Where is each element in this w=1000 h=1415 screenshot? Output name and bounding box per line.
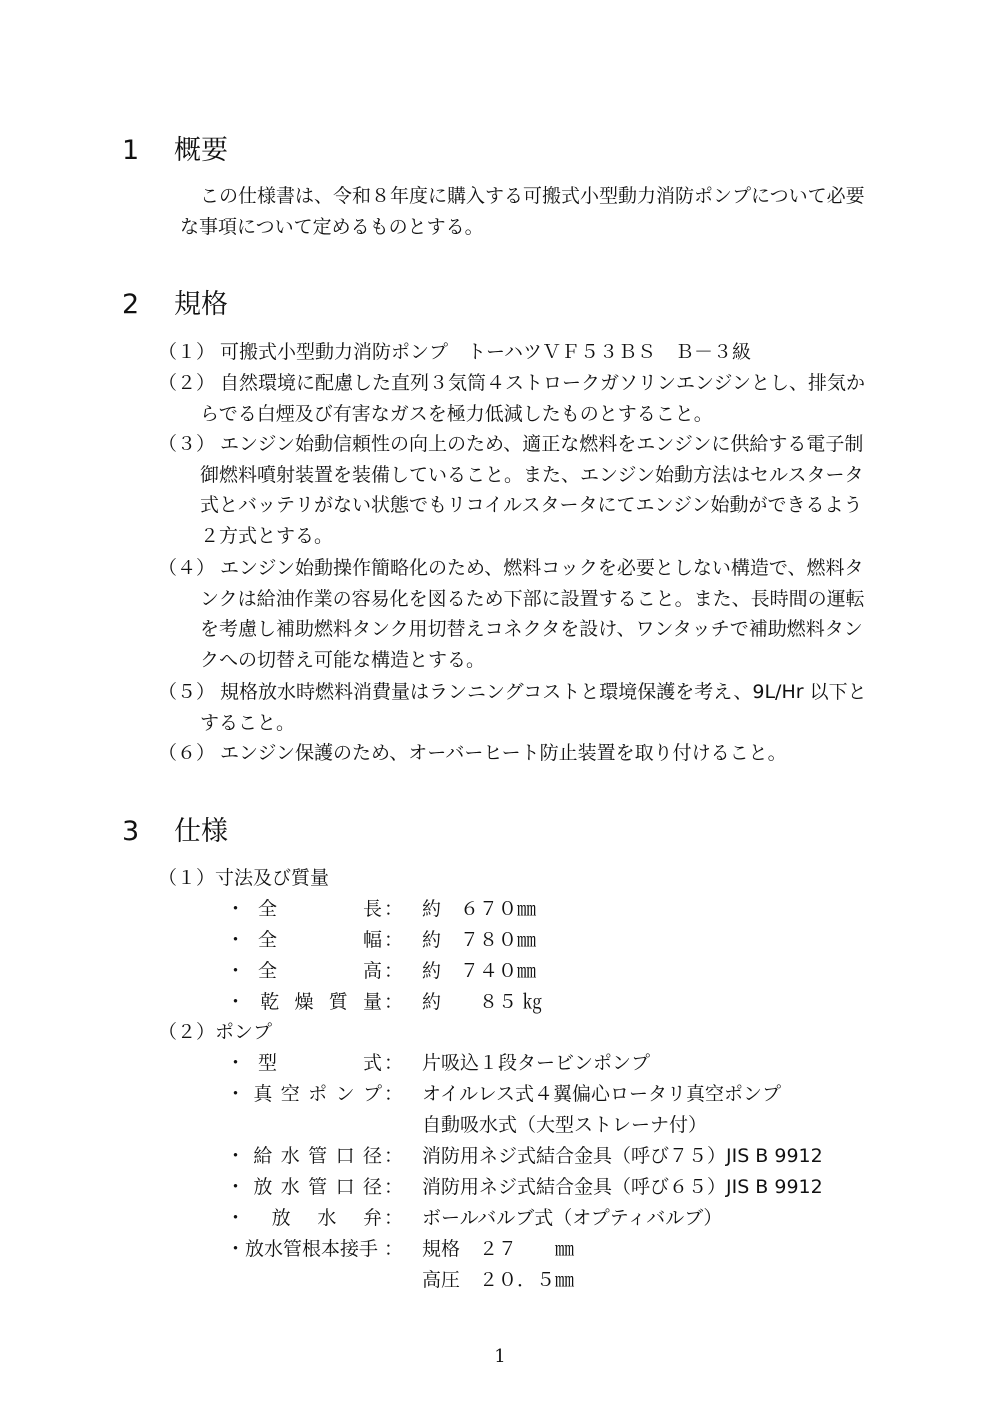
spec-value: 片吸込１段タービンポンプ <box>422 1052 651 1074</box>
label-char: 長 <box>362 898 382 920</box>
spec-value-continuation: 高圧 ２０．５㎜ <box>422 1269 575 1291</box>
item-text: エンジン始動信頼性の向上のため、適正な燃料をエンジンに供給する電子制御燃料噴射装置を装備していること。また、エンジン始動方法はセルスタータ式とバッテリがない状態でもリコイルスタータにてエンジン始動ができるよう２方式とする。 <box>200 433 864 547</box>
label-char: 乾 <box>260 991 280 1013</box>
section-heading-standard <box>122 288 228 322</box>
spec-value: 消防用ネジ式結合金具（呼び６５）JIS B 9912 <box>422 1176 823 1198</box>
standard-item-2 <box>158 368 880 429</box>
label-char: 給 <box>253 1145 273 1167</box>
label-char: 真 <box>253 1083 273 1105</box>
label-char: 幅 <box>362 929 382 951</box>
subsection-title-dimensions: （１）寸法及び質量 <box>158 867 330 889</box>
bullet: ・ <box>226 1052 246 1074</box>
section-number: 3 <box>122 816 140 847</box>
colon: ： <box>384 1176 404 1198</box>
bullet: ・ <box>226 991 246 1013</box>
bullet: ・ <box>226 1207 246 1229</box>
standard-item-5 <box>158 677 880 738</box>
colon: ： <box>384 1145 404 1167</box>
item-mark: （２） <box>158 372 216 394</box>
bullet: ・ <box>226 1238 246 1260</box>
label-char: 放 <box>271 1207 291 1229</box>
spec-value: ボールバルブ式（オプティバルブ） <box>422 1207 723 1229</box>
colon: ： <box>384 898 404 920</box>
overview-paragraph: この仕様書は、令和８年度に購入する可搬式小型動力消防ポンプについて必要な事項について定めるものとする。 <box>180 185 865 238</box>
colon: ： <box>384 1207 404 1229</box>
label-char: 管 <box>308 1145 328 1167</box>
colon: ： <box>384 929 404 951</box>
colon: ： <box>384 991 404 1013</box>
colon: ： <box>384 1052 404 1074</box>
item-mark: （５） <box>158 681 216 703</box>
label-char: ン <box>335 1083 355 1105</box>
spec-value: 規格 ２７ ㎜ <box>422 1238 575 1260</box>
colon: ： <box>384 1083 404 1105</box>
label-char: 放 <box>253 1176 273 1198</box>
item-text: エンジン始動操作簡略化のため、燃料コックを必要としない構造で、燃料タンクは給油作業の容易化を図るため下部に設置すること。また、長時間の運転を考慮し補助燃料タンク用切替えコネクタを設け、ワンタッチで補助燃料タンクへの切替え可能な構造とする。 <box>200 557 865 671</box>
spec-value: 約 ８５ ㎏ <box>422 991 543 1013</box>
item-mark: （４） <box>158 557 216 579</box>
section-number: 2 <box>122 289 140 320</box>
label-char: 型 <box>258 1052 278 1074</box>
standard-item-6 <box>158 738 880 769</box>
label-char: 高 <box>362 960 382 982</box>
label-char: 管 <box>308 1176 328 1198</box>
spec-value-continuation: 自動吸水式（大型ストレーナ付） <box>422 1114 708 1136</box>
label-char: 径 <box>362 1176 382 1198</box>
label-char: 水 <box>317 1207 337 1229</box>
label-char: 水 <box>280 1145 300 1167</box>
label-char: 全 <box>258 898 278 920</box>
label-char: ポ <box>308 1083 328 1105</box>
subsection-title-pump: （２）ポンプ <box>158 1021 273 1043</box>
label-char: 量 <box>362 991 382 1013</box>
item-text: エンジン保護のため、オーバーヒート防止装置を取り付けること。 <box>220 742 787 764</box>
standard-item-1 <box>158 337 880 368</box>
label-char: 口 <box>335 1145 355 1167</box>
spec-value: 約 ７８０㎜ <box>422 929 537 951</box>
section-heading-spec <box>122 815 228 849</box>
label-char: 燥 <box>294 991 314 1013</box>
item-mark: （３） <box>158 433 216 455</box>
label-char: 全 <box>258 960 278 982</box>
item-text: 規格放水時燃料消費量はランニングコストと環境保護を考え、9L/Hr 以下とすること。 <box>200 681 867 734</box>
item-text: 可搬式小型動力消防ポンプ トーハツＶＦ５３ＢＳ Ｂ－３級 <box>220 341 752 363</box>
label-char: 弁 <box>362 1207 382 1229</box>
spec-value: 消防用ネジ式結合金具（呼び７５）JIS B 9912 <box>422 1145 823 1167</box>
label-char: 全 <box>258 929 278 951</box>
bullet: ・ <box>226 929 246 951</box>
colon: ： <box>384 1238 404 1260</box>
label-char: 放水管根本接手 <box>245 1238 379 1260</box>
page-number: 1 <box>494 1346 506 1367</box>
label-char: 質 <box>328 991 348 1013</box>
label-char: プ <box>362 1083 382 1105</box>
label-char: 式 <box>362 1052 382 1074</box>
label-char: 水 <box>280 1176 300 1198</box>
spec-value: 約 ６７０㎜ <box>422 898 537 920</box>
bullet: ・ <box>226 960 246 982</box>
bullet: ・ <box>226 1145 246 1167</box>
section-title: 規格 <box>174 289 228 320</box>
bullet: ・ <box>226 1176 246 1198</box>
standard-item-4 <box>158 553 880 675</box>
bullet: ・ <box>226 898 246 920</box>
label-char: 空 <box>280 1083 300 1105</box>
item-mark: （６） <box>158 742 216 764</box>
label-char: 口 <box>335 1176 355 1198</box>
section-title: 概要 <box>174 135 228 166</box>
label-char: 径 <box>362 1145 382 1167</box>
section-heading-overview <box>122 134 228 168</box>
section-title: 仕様 <box>174 816 228 847</box>
item-mark: （１） <box>158 341 216 363</box>
bullet: ・ <box>226 1083 246 1105</box>
spec-value: 約 ７４０㎜ <box>422 960 537 982</box>
spec-value: オイルレス式４翼偏心ロータリ真空ポンプ <box>422 1083 782 1105</box>
section-number: 1 <box>122 135 140 166</box>
item-text: 自然環境に配慮した直列３気筒４ストロークガソリンエンジンとし、排気からでる白煙及び有害なガスを極力低減したものとすること。 <box>200 372 866 425</box>
standard-item-3 <box>158 429 880 551</box>
colon: ： <box>384 960 404 982</box>
